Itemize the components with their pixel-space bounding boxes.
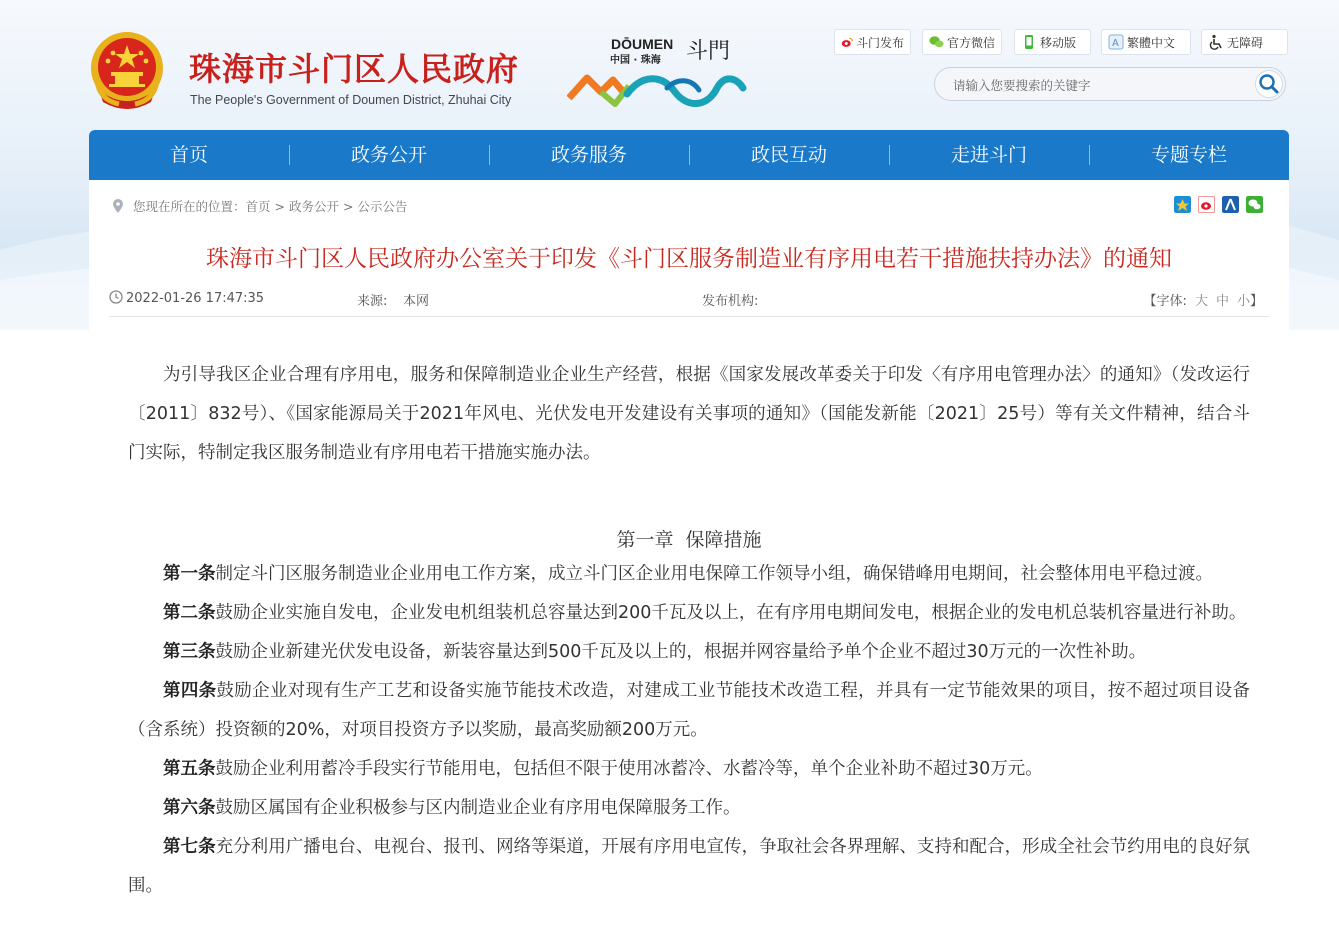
breadcrumb-government-affairs[interactable]: 政务公开: [288, 199, 339, 214]
doumen-logo[interactable]: [567, 36, 747, 108]
clause-label: 第三条: [163, 642, 216, 662]
article-clause: [128, 633, 1250, 672]
clause-text: 鼓励企业新建光伏发电设备，新装容量达到500千瓦及以上的，根据并网容量给予单个企业不超过30万元的一次性补助。: [215, 642, 1147, 662]
clause-label: 第五条: [163, 759, 216, 779]
clause-text: 充分利用广播电台、电视台、报刊、网络等渠道，开展有序用电宣传，争取社会各界理解、支持和配合，形成全社会节约用电的良好氛围。: [128, 837, 1251, 896]
search-icon: [1256, 71, 1282, 97]
weibo-icon: [841, 34, 853, 50]
breadcrumb: [113, 197, 407, 215]
translate-icon: [1108, 34, 1124, 50]
nav-item-interaction[interactable]: 政民互动: [689, 130, 889, 180]
national-emblem-icon: [89, 30, 165, 110]
clause-label: 第七条: [163, 837, 216, 857]
nav-item-government-affairs[interactable]: 政务公开: [289, 130, 489, 180]
publisher-label: 发布机构:: [702, 294, 759, 309]
nav-item-about-doumen[interactable]: 走进斗门: [889, 130, 1089, 180]
chapter-heading: 第一章 保障措施: [616, 529, 762, 551]
nav-item-government-services[interactable]: 政务服务: [489, 130, 689, 180]
content-panel: [89, 180, 1289, 940]
clock-icon: [109, 290, 123, 304]
clause-label: 第一条: [163, 564, 216, 584]
breadcrumb-prefix: 您现在所在的位置：: [133, 199, 246, 214]
weibo-button[interactable]: [834, 29, 911, 55]
breadcrumb-separator: >: [270, 198, 289, 214]
svg-text:A: A: [1112, 38, 1119, 49]
article-title: 珠海市斗门区人民政府办公室关于印发《斗门区服务制造业有序用电若干措施扶持办法》的通知: [206, 246, 1172, 272]
wechat-share-icon[interactable]: [1246, 196, 1263, 213]
breadcrumb-announcements[interactable]: 公示公告: [357, 199, 408, 214]
weibo-share-icon[interactable]: [1198, 196, 1215, 213]
font-size-switcher: [1144, 290, 1263, 309]
logo-wave-icon: [567, 64, 747, 108]
wheelchair-icon: [1208, 34, 1224, 50]
wechat-button[interactable]: [922, 29, 1002, 55]
share-bar: [1174, 196, 1263, 213]
article-clause: [128, 672, 1250, 750]
site-title[interactable]: 珠海市斗门区人民政府: [189, 50, 520, 88]
search-box: [934, 67, 1286, 101]
font-size-close: 】: [1249, 294, 1263, 309]
search-input[interactable]: [951, 74, 1245, 96]
clause-label: 第二条: [163, 603, 216, 623]
main-nav: [89, 130, 1289, 180]
search-button[interactable]: [1255, 70, 1283, 98]
logo-english-text: DŌUMEN: [611, 36, 674, 52]
font-size-medium[interactable]: 中: [1215, 294, 1229, 309]
publish-date: [109, 290, 264, 306]
clause-text: 鼓励区属国有企业积极参与区内制造业企业有序用电保障服务工作。: [215, 798, 741, 818]
clause-text: 鼓励企业对现有生产工艺和设备实施节能技术改造，对建成工业节能技术改造工程，并具有一定节能效果的项目，按不超过项目设备（含系统）投资额的20%，对项目投资方予以奖励，最高奖励额200万元。: [128, 681, 1251, 740]
clause-text: 制定斗门区服务制造业企业用电工作方案，成立斗门区企业用电保障工作领导小组，确保错峰用电期间，社会整体用电平稳过渡。: [215, 564, 1213, 584]
breadcrumb-home[interactable]: 首页: [245, 199, 271, 214]
wechat-icon: [929, 34, 944, 50]
qzone-share-icon[interactable]: [1174, 196, 1191, 213]
source-value: 本网: [403, 294, 430, 309]
wechat-label: 官方微信: [946, 35, 995, 50]
accessibility-label: 无障碍: [1227, 35, 1264, 50]
font-size-label: 【字体:: [1143, 294, 1187, 309]
logo-calligraphy-text: 斗門: [686, 39, 731, 64]
mobile-button[interactable]: [1014, 29, 1091, 55]
intro-paragraph: 为引导我区企业合理有序用电，服务和保障制造业企业生产经营，根据《国家发展改革委关于印发〈有序用电管理办法〉的通知》（发改运行〔2011〕832号）、《国家能源局关于2021年风电、光伏发电开发建设有关事项的通知》（国能发新能〔2021〕25号）等有关文件精神，结合斗门实际，特制定我区服务制造业有序用电若干措施实施办法。: [128, 365, 1250, 463]
article-clause: [128, 555, 1250, 594]
traditional-chinese-label: 繁體中文: [1127, 35, 1176, 50]
accessibility-button[interactable]: [1201, 29, 1288, 55]
publish-date-value: 2022-01-26 17:47:35: [126, 291, 265, 306]
location-pin-icon: [113, 199, 123, 213]
clause-text: 鼓励企业利用蓄冷手段实行节能用电，包括但不限于使用冰蓄冷、水蓄冷等，单个企业补助不超过30万元。: [215, 759, 1043, 779]
nav-item-home[interactable]: 首页: [169, 144, 208, 166]
clause-label: 第六条: [163, 798, 216, 818]
logo-chinese-text: 中国 · 珠海: [610, 55, 661, 66]
nav-item-special-topics[interactable]: 专题专栏: [1089, 130, 1289, 180]
article-clause: [128, 750, 1250, 789]
breadcrumb-separator: >: [338, 198, 358, 214]
clause-label: 第四条: [163, 681, 217, 701]
article-meta: [109, 290, 1269, 317]
source-label: 来源:: [357, 294, 388, 309]
font-size-small[interactable]: 小: [1236, 294, 1250, 309]
traditional-chinese-button[interactable]: [1101, 29, 1191, 55]
clause-text: 鼓励企业实施自发电，企业发电机组装机总容量达到200千瓦及以上，在有序用电期间发电，根据企业的发电机总装机容量进行补助。: [215, 603, 1247, 623]
font-size-large[interactable]: 大: [1194, 294, 1208, 309]
article-clause: [128, 594, 1250, 633]
article-body: [128, 356, 1250, 906]
article-clause: [128, 789, 1250, 828]
mobile-phone-icon: [1021, 34, 1037, 50]
weibo-label: 斗门发布: [855, 35, 904, 50]
mobile-label: 移动版: [1040, 35, 1077, 50]
site-subtitle: The People's Government of Doumen District, Zhuhai City: [190, 93, 512, 107]
renren-share-icon[interactable]: [1222, 196, 1239, 213]
article-clause: [128, 828, 1250, 906]
